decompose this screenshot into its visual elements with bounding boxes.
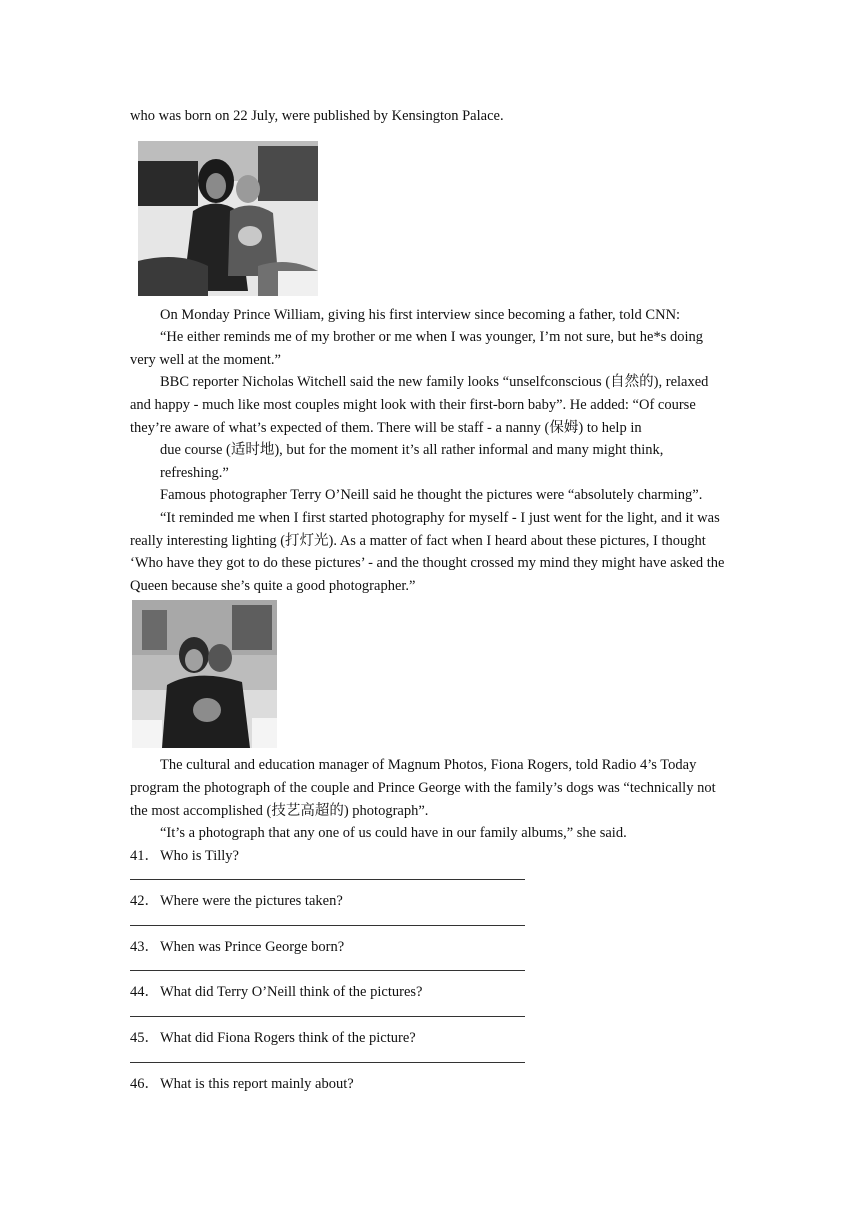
answer-line-45[interactable] [130,1050,525,1063]
question-42: 42．Where were the pictures taken? [130,893,343,910]
paragraph-3: BBC reporter Nicholas Witchell said the new family looks “unselfconscious (自然的), relaxed and happy - much like most couples might look with their first-born baby”. He added: “Of course they’re aware of what’s expected of them. There will be staff - a nanny (保姆) to help in [130,374,709,436]
answer-line-43[interactable] [130,958,525,971]
paragraph-6: “It reminded me when I first started photography for myself - I just went for the light, and it was really interesting lighting (打灯光). As a matter of fact when I heard about these pictures, I thought ‘Who have they got to do these pictures’ - and the thought crossed my mind they might have asked the Queen because she’s quite a good photographer.” [130,509,725,594]
paragraph-2: “He either reminds me of my brother or me when I was younger, I’m not sure, but he*s doing very well at the moment.” [130,329,704,368]
paragraph-1: On Monday Prince William, giving his first interview since becoming a father, told CNN: [160,306,681,323]
question-44: 44．What did Terry O’Neill think of the pictures? [130,984,423,1001]
answer-line-41[interactable] [130,867,525,880]
question-46: 46．What is this report mainly about? [130,1075,354,1092]
paragraph-5: Famous photographer Terry O’Neill said he thought the pictures were “absolutely charming”. [160,487,703,504]
answer-line-42[interactable] [130,913,525,926]
paragraph-8: “It’s a photograph that any one of us could have in our family albums,” she said. [160,825,627,842]
answer-line-44[interactable] [130,1004,525,1017]
family-photo-2 [132,600,277,748]
question-45: 45．What did Fiona Rogers think of the picture? [130,1030,416,1047]
paragraph-7: The cultural and education manager of Magnum Photos, Fiona Rogers, told Radio 4’s Today program the photograph of the couple and Prince George with the family’s dogs was “technically not the most accomplished (技艺高超的) photograph”. [130,757,716,819]
family-photo-1 [138,141,318,296]
question-41: 41．Who is Tilly? [130,847,239,864]
question-list [130,845,730,1096]
top-fragment-text: who was born on 22 July, were published by Kensington Palace. [130,108,504,124]
article-body [130,105,730,1095]
question-43: 43．When was Prince George born? [130,938,345,955]
paragraph-4: due course (适时地), but for the moment it’s all rather informal and many might think, refreshing.” [160,442,664,481]
